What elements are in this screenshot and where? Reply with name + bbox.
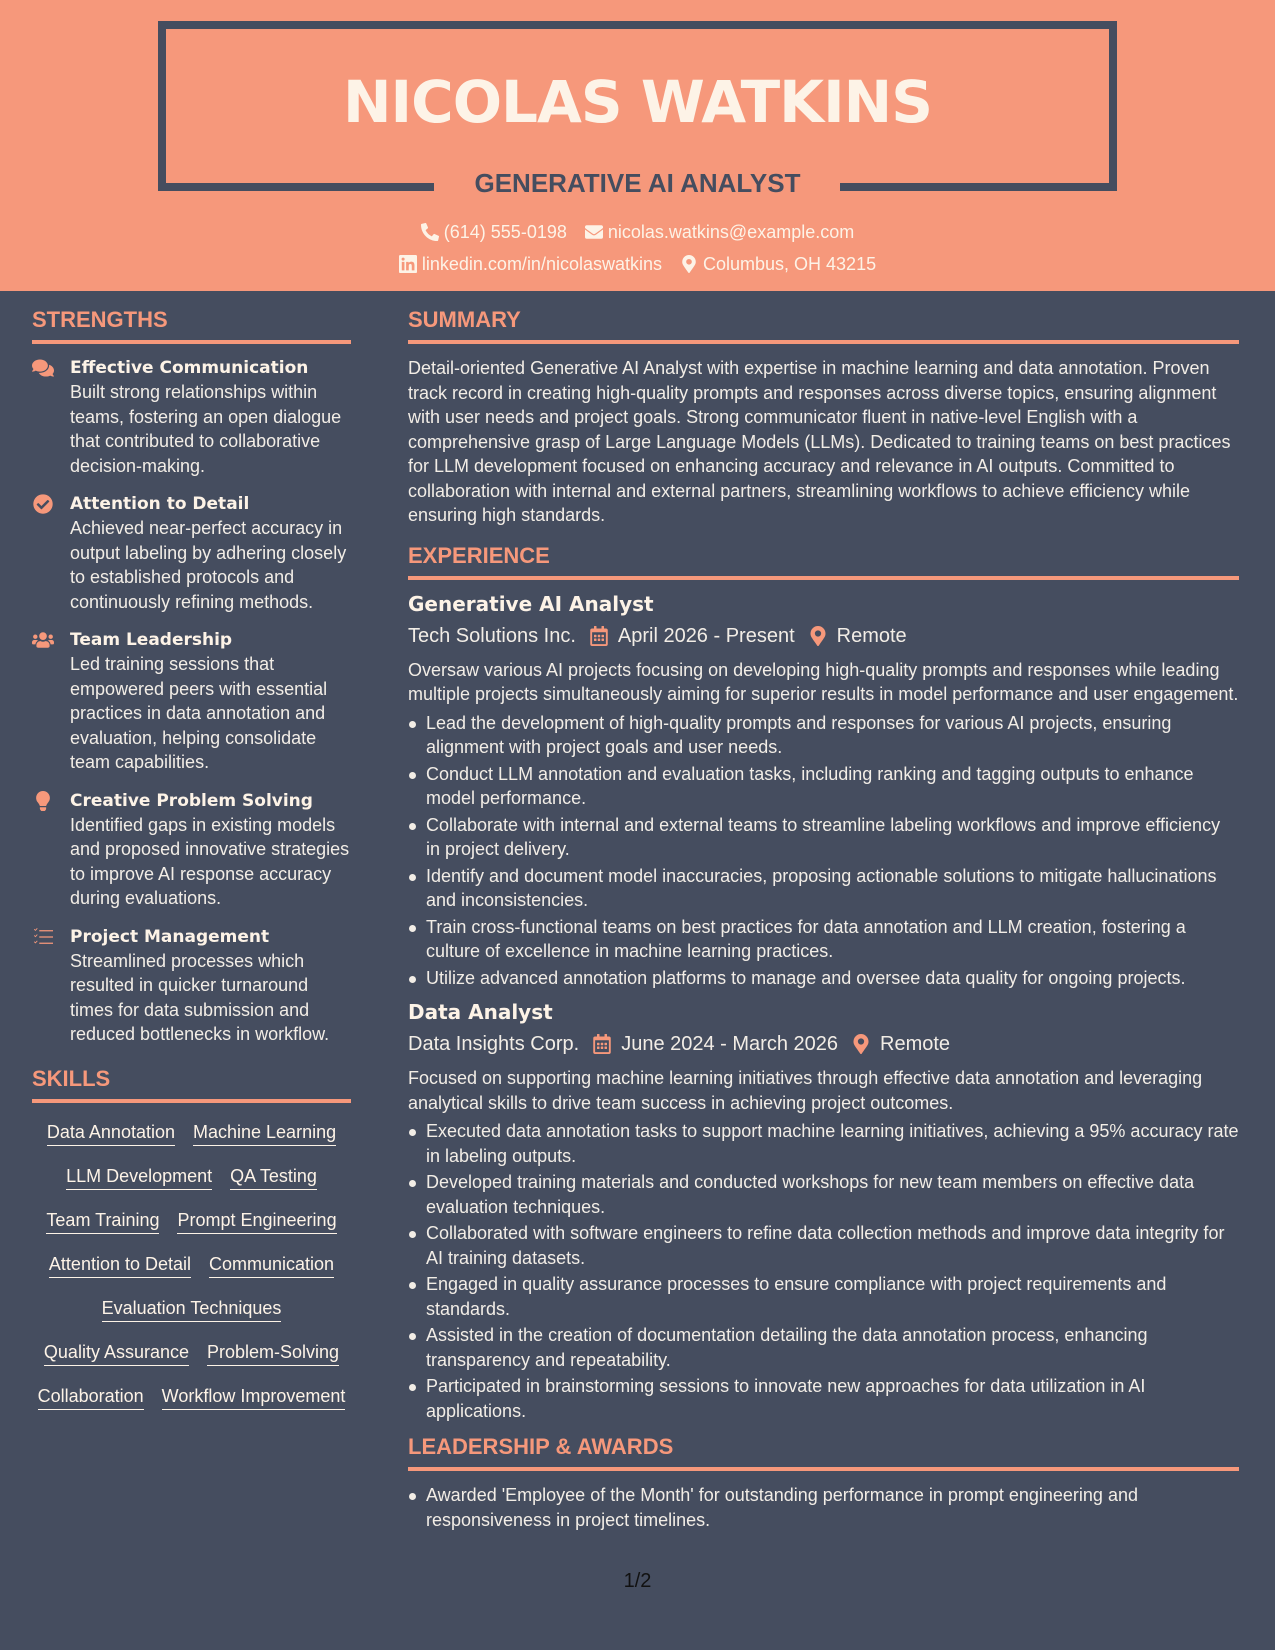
left-column (32, 306, 351, 1427)
location-text: Columbus, OH 43215 (703, 254, 877, 274)
job-role: Data Analyst (408, 1000, 553, 1024)
strength-name: Team Leadership (70, 630, 233, 650)
tasks-icon (32, 927, 54, 947)
skill-tag: Attention to Detail (49, 1251, 191, 1278)
strength-name: Attention to Detail (70, 494, 250, 514)
job-bullet: Collaborate with internal and external teams to streamline labeling workflows and improve efficiency in project delivery. (408, 813, 1239, 862)
strength-item (32, 628, 351, 775)
email-contact[interactable] (585, 220, 854, 244)
strength-name: Project Management (70, 926, 270, 947)
linkedin-contact[interactable] (399, 252, 662, 276)
leadership-heading: LEADERSHIP & AWARDS (408, 1433, 1239, 1471)
contact-row-2 (0, 252, 1275, 276)
job-company: Tech Solutions Inc. (408, 624, 576, 647)
job-location (809, 622, 907, 650)
skill-tag: LLM Development (66, 1163, 212, 1190)
map-marker-icon (852, 1034, 870, 1054)
strength-item (32, 356, 351, 478)
check-circle-icon (32, 494, 54, 514)
job-entry (408, 998, 1239, 1423)
comments-icon (32, 358, 54, 378)
calendar-icon (590, 626, 608, 646)
job-bullet: Train cross-functional teams on best practices for data annotation and LLM creation, fostering a culture of excellence in machine learning practices. (408, 915, 1239, 964)
page-number: 1/2 (623, 1570, 652, 1592)
strengths-heading: STRENGTHS (32, 306, 351, 344)
job-bullet: Collaborated with software engineers to refine data collection methods and improve data integrity for AI training datasets. (408, 1221, 1239, 1270)
skill-tag: Prompt Engineering (177, 1207, 336, 1234)
skill-tag: Collaboration (38, 1383, 144, 1410)
job-location (852, 1030, 950, 1058)
job-bullet: Identify and document model inaccuracies, proposing actionable solutions to mitigate hallucinations and inconsistencies. (408, 864, 1239, 913)
skill-tag: QA Testing (230, 1163, 317, 1190)
job-company: Data Insights Corp. (408, 1033, 580, 1055)
job-bullets (408, 711, 1239, 991)
calendar-icon (593, 1034, 611, 1054)
job-dates-text: June 2024 - March 2026 (621, 1033, 839, 1055)
experience-heading: EXPERIENCE (408, 542, 1239, 580)
job-bullet: Participated in brainstorming sessions to innovate new approaches for data utilization in AI applications. (408, 1374, 1239, 1423)
linkedin-icon (399, 255, 417, 273)
strength-name: Creative Problem Solving (70, 790, 313, 811)
skill-tag: Team Training (46, 1207, 159, 1234)
award-item: Awarded 'Employee of the Month' for outstanding performance in prompt engineering and responsiveness in project timelines. (408, 1483, 1239, 1532)
job-bullet: Executed data annotation tasks to support machine learning initiatives, achieving a 95% accuracy rate in labeling outputs. (408, 1119, 1239, 1168)
right-column (408, 306, 1239, 1542)
phone-contact[interactable] (421, 220, 567, 244)
job-bullet: Assisted in the creation of documentation detailing the data annotation process, enhancing transparency and repeatability. (408, 1323, 1239, 1372)
strength-item (32, 925, 351, 1047)
skill-tag: Data Annotation (47, 1119, 175, 1146)
phone-text: (614) 555-0198 (443, 222, 567, 242)
strength-desc: Built strong relationships within teams, fostering an open dialogue that contributed to collaborative decision-making. (70, 382, 342, 476)
resume-header (0, 0, 1275, 291)
skill-tag: Problem-Solving (207, 1339, 339, 1366)
lightbulb-icon (32, 791, 54, 811)
job-intro: Oversaw various AI projects focusing on developing high-quality prompts and responses while leading multiple projects simultaneously aiming for superior results in model performance and user engagement. (408, 659, 1239, 704)
skills-heading: SKILLS (32, 1065, 351, 1103)
phone-icon (421, 223, 439, 241)
linkedin-text: linkedin.com/in/nicolaswatkins (421, 254, 662, 274)
users-icon (32, 630, 54, 650)
location-contact (680, 252, 876, 276)
strength-desc: Led training sessions that empowered peers with essential practices in data annotation and evaluation, helping consolidate team capabilities. (70, 654, 328, 772)
job-meta (408, 622, 1239, 650)
leadership-list (408, 1483, 1239, 1532)
email-text: nicolas.watkins@example.com (607, 222, 855, 242)
skill-tag: Quality Assurance (44, 1339, 189, 1366)
job-bullet: Utilize advanced annotation platforms to manage and oversee data quality for ongoing projects. (408, 966, 1239, 991)
map-marker-icon (680, 255, 698, 273)
job-intro: Focused on supporting machine learning initiatives through effective data annotation and leveraging analytical skills to drive team success in achieving project outcomes. (408, 1068, 1203, 1113)
job-bullet: Engaged in quality assurance processes to ensure compliance with project requirements and standards. (408, 1272, 1239, 1321)
candidate-name: NICOLAS WATKINS (343, 68, 932, 136)
job-meta (408, 1030, 1239, 1058)
job-dates (593, 1030, 838, 1058)
job-dates-text: April 2026 - Present (617, 624, 795, 647)
summary-heading: SUMMARY (408, 306, 1239, 344)
job-bullets (408, 1119, 1239, 1423)
skill-tag: Machine Learning (193, 1119, 336, 1146)
job-dates (590, 622, 795, 650)
strength-item (32, 789, 351, 911)
job-location-text: Remote (836, 624, 907, 647)
job-bullet: Developed training materials and conducted workshops for new team members on effective data evaluation techniques. (408, 1170, 1239, 1219)
skill-tag: Workflow Improvement (162, 1383, 346, 1410)
job-bullet: Lead the development of high-quality prompts and responses for various AI projects, ensuring alignment with project goals and user needs. (408, 711, 1239, 760)
job-role: Generative AI Analyst (408, 591, 654, 616)
strength-item (32, 492, 351, 614)
skills-list (32, 1115, 351, 1427)
job-bullet: Conduct LLM annotation and evaluation tasks, including ranking and tagging outputs to enhance model performance. (408, 762, 1239, 811)
strength-desc: Streamlined processes which resulted in quicker turnaround times for data submission and reduced bottlenecks in workflow. (70, 950, 330, 1044)
contact-row-1 (0, 220, 1275, 244)
envelope-icon (585, 223, 603, 241)
job-title-heading: GENERATIVE AI ANALYST (474, 168, 801, 198)
job-entry (408, 590, 1239, 991)
summary-text: Detail-oriented Generative AI Analyst with expertise in machine learning and data annotation. Proven track record in creating high-quality prompts and responses across diverse topics, ensuring alignment with user needs and project goals. Strong communicator fluent in native-level English with a comprehensive grasp of Large Language Models (LLMs). Dedicated to training teams on best practices for LLM development focused on enhancing accuracy and relevance in AI outputs. Committed to collaboration with internal and external partners, streamlining workflows to achieve efficiency while ensuring high standards. (408, 358, 1231, 525)
skill-tag: Communication (209, 1251, 334, 1278)
strength-desc: Achieved near-perfect accuracy in output labeling by adhering closely to established protocols and continuously refining methods. (70, 518, 347, 612)
skill-tag: Evaluation Techniques (102, 1295, 282, 1322)
strength-name: Effective Communication (70, 358, 309, 378)
map-marker-icon (809, 626, 827, 646)
job-location-text: Remote (880, 1033, 951, 1055)
strength-desc: Identified gaps in existing models and proposed innovative strategies to improve AI response accuracy during evaluations. (70, 814, 350, 908)
